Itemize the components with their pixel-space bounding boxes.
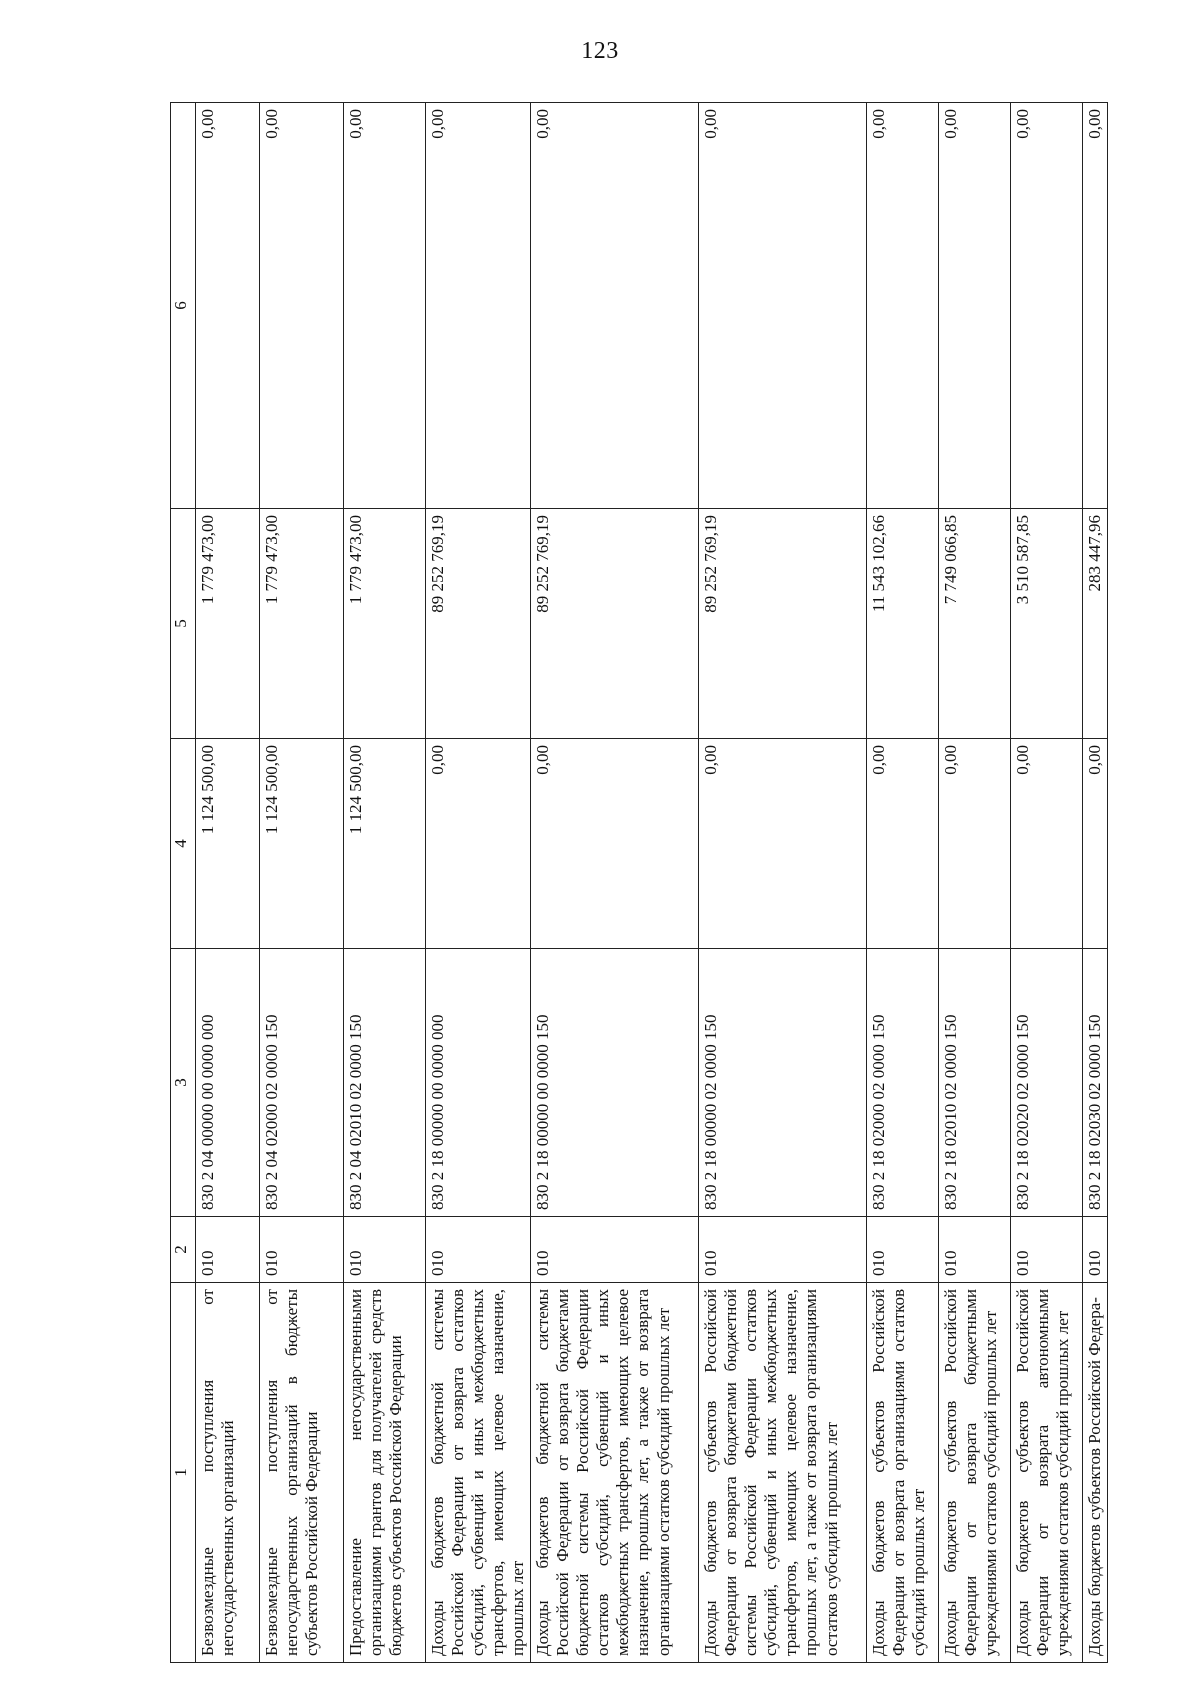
table-row: [699, 103, 867, 1663]
row-description: Доходы бюджетов бюджетной системы Российской Федерации от возврата остатков субсидий, субвенций и иных межбюджетных трансфертов, имеющих целевое назначение, прошлых лет: [426, 1283, 531, 1663]
row-line-code: 010: [939, 1217, 1011, 1283]
row-value-col6: 0,00: [344, 103, 426, 509]
row-description: Доходы бюджетов субъектов Российской Федерации от возврата автономными учреждениями остатков субсидий прошлых лет: [1011, 1283, 1083, 1663]
row-line-code: 010: [1011, 1217, 1083, 1283]
row-description: Предоставление негосударственными организациями грантов для получателей средств бюджетов субъектов Российской Федерации: [344, 1283, 426, 1663]
row-value-col5: 7 749 066,85: [939, 509, 1011, 739]
row-budget-code: 830 2 04 02010 02 0000 150: [344, 949, 426, 1217]
table-row: [344, 103, 426, 1663]
row-budget-code: 830 2 18 02000 02 0000 150: [867, 949, 939, 1217]
table-row: [1011, 103, 1083, 1663]
row-value-col4: 0,00: [699, 739, 867, 949]
row-value-col5: 11 543 102,66: [867, 509, 939, 739]
column-header: 1: [171, 1283, 196, 1663]
row-value-col4: 0,00: [939, 739, 1011, 949]
row-budget-code: 830 2 18 00000 00 0000 150: [531, 949, 699, 1217]
row-value-col5: 89 252 769,19: [699, 509, 867, 739]
row-value-col5: 283 447,96: [1083, 509, 1108, 739]
row-line-code: 010: [426, 1217, 531, 1283]
table-row: [426, 103, 531, 1663]
row-description: Доходы бюджетов субъектов Российской Федера-: [1083, 1283, 1108, 1663]
row-description: Доходы бюджетов бюджетной системы Российской Федерации от возврата бюджетами бюджетной системы Российской Федерации остатков субсидий, субвенций и иных межбюджетных трансфертов, имеющих целевое назначение, прошлых лет, а также от возврата организациями остатков субсидий прошлых лет: [531, 1283, 699, 1663]
row-budget-code: 830 2 18 02030 02 0000 150: [1083, 949, 1108, 1217]
row-value-col4: 0,00: [867, 739, 939, 949]
column-header: 5: [171, 509, 196, 739]
row-value-col4: 0,00: [531, 739, 699, 949]
column-header: 2: [171, 1217, 196, 1283]
row-value-col4: 1 124 500,00: [196, 739, 260, 949]
table-row: [939, 103, 1011, 1663]
column-header: 6: [171, 103, 196, 509]
table-row: [196, 103, 260, 1663]
row-value-col6: 0,00: [867, 103, 939, 509]
table-row: [531, 103, 699, 1663]
row-description: Безвозмездные поступления от негосударственных организаций: [196, 1283, 260, 1663]
column-header: 3: [171, 949, 196, 1217]
table-row: [867, 103, 939, 1663]
header-row: [171, 103, 196, 1663]
row-line-code: 010: [196, 1217, 260, 1283]
row-value-col4: 0,00: [426, 739, 531, 949]
page-number: 123: [581, 38, 619, 64]
row-line-code: 010: [867, 1217, 939, 1283]
row-description: Безвозмездные поступления от негосударственных организаций в бюджеты субъектов Российской Федерации: [260, 1283, 344, 1663]
row-value-col6: 0,00: [939, 103, 1011, 509]
row-value-col6: 0,00: [260, 103, 344, 509]
row-description: Доходы бюджетов субъектов Российской Федерации от возврата бюджетами бюджетной системы Российской Федерации остатков субсидий, субвенций и иных межбюджетных трансфертов, имеющих целевое назначение, прошлых лет, а также от возврата организациями остатков субсидий прошлых лет: [699, 1283, 867, 1663]
row-value-col5: 1 779 473,00: [344, 509, 426, 739]
row-description: Доходы бюджетов субъектов Российской Федерации от возврата бюджетными учреждениями остатков субсидий прошлых лет: [939, 1283, 1011, 1663]
row-budget-code: 830 2 18 00000 02 0000 150: [699, 949, 867, 1217]
row-value-col5: 3 510 587,85: [1011, 509, 1083, 739]
table-row: [1083, 103, 1108, 1663]
table-rotation-frame: [170, 103, 1105, 1663]
row-value-col4: 1 124 500,00: [344, 739, 426, 949]
row-line-code: 010: [531, 1217, 699, 1283]
row-budget-code: 830 2 18 02010 02 0000 150: [939, 949, 1011, 1217]
row-value-col5: 89 252 769,19: [426, 509, 531, 739]
row-line-code: 010: [260, 1217, 344, 1283]
row-budget-code: 830 2 04 02000 02 0000 150: [260, 949, 344, 1217]
row-value-col5: 89 252 769,19: [531, 509, 699, 739]
row-value-col4: 1 124 500,00: [260, 739, 344, 949]
report-table: [170, 102, 1108, 1663]
row-description: Доходы бюджетов субъектов Российской Федерации от возврата организациями остатков субсидий прошлых лет: [867, 1283, 939, 1663]
table-row: [260, 103, 344, 1663]
row-line-code: 010: [344, 1217, 426, 1283]
row-value-col6: 0,00: [531, 103, 699, 509]
row-value-col4: 0,00: [1083, 739, 1108, 949]
row-value-col4: 0,00: [1011, 739, 1083, 949]
row-budget-code: 830 2 18 00000 00 0000 000: [426, 949, 531, 1217]
row-value-col6: 0,00: [1083, 103, 1108, 509]
row-line-code: 010: [699, 1217, 867, 1283]
row-value-col6: 0,00: [426, 103, 531, 509]
row-value-col6: 0,00: [196, 103, 260, 509]
rotated-table-container: [170, 103, 1105, 1663]
row-value-col5: 1 779 473,00: [260, 509, 344, 739]
column-header: 4: [171, 739, 196, 949]
row-budget-code: 830 2 18 02020 02 0000 150: [1011, 949, 1083, 1217]
row-line-code: 010: [1083, 1217, 1108, 1283]
row-value-col6: 0,00: [1011, 103, 1083, 509]
row-budget-code: 830 2 04 00000 00 0000 000: [196, 949, 260, 1217]
row-value-col5: 1 779 473,00: [196, 509, 260, 739]
row-value-col6: 0,00: [699, 103, 867, 509]
